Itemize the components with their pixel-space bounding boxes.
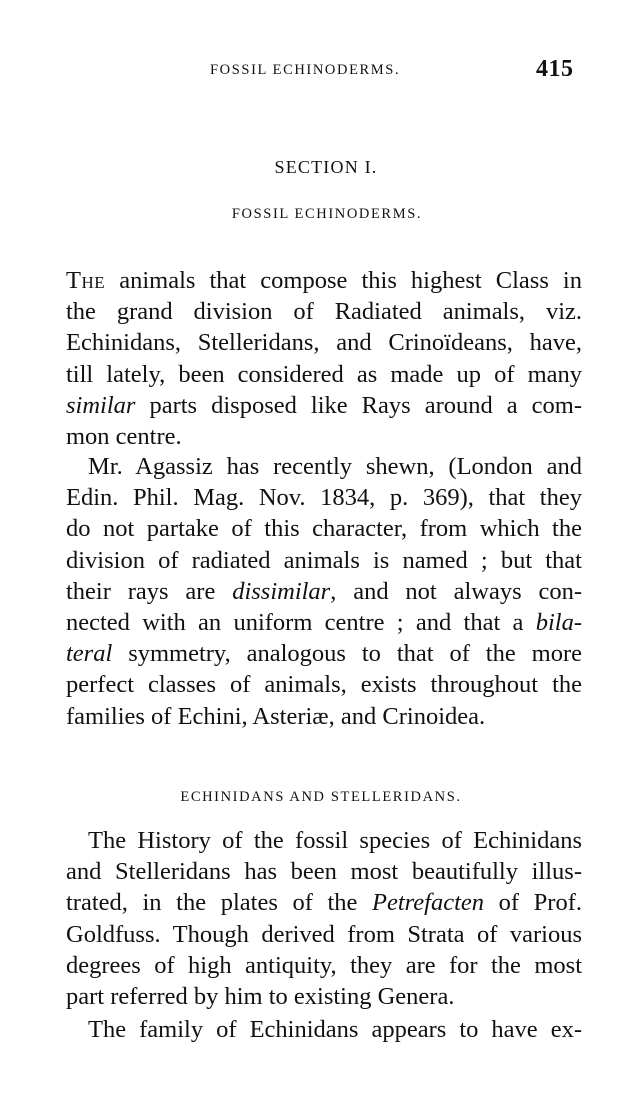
- text-line: division of radiated animals is named ; but that: [66, 546, 582, 574]
- text-line: [66, 887, 582, 918]
- text-span: of Prof.: [484, 889, 582, 917]
- text-line: Edin. Phil. Mag. Nov. 1834, p. 369), that they: [66, 484, 582, 512]
- text-line: and Stelleridans has been most beautifully illus-: [66, 858, 582, 886]
- subheading-echinidans-stelleridans: ECHINIDANS AND STELLERIDANS.: [180, 789, 462, 805]
- text-span: symmetry, analogous to that of the more: [112, 640, 582, 668]
- text-span: trated, in the plates of the: [66, 889, 373, 917]
- italic-word: similar: [66, 391, 136, 419]
- text-line: [66, 607, 582, 638]
- running-head: FOSSIL ECHINODERMS.: [210, 62, 401, 78]
- text-line: Mr. Agassiz has recently shewn, (London and: [88, 453, 582, 480]
- italic-word: dissimilar: [232, 577, 331, 605]
- section-title: SECTION I.: [274, 157, 378, 177]
- page-number: 415: [536, 56, 574, 82]
- text-line: [66, 390, 582, 421]
- text-line: families of Echini, Asteriæ, and Crinoidea.: [66, 702, 486, 730]
- text-span: parts disposed like Rays around a com-: [135, 391, 582, 419]
- text-line: The family of Echinidans appears to have ex-: [88, 1016, 582, 1043]
- text-line: till lately, been considered as made up of many: [66, 360, 582, 388]
- text-span: , and not always con-: [330, 577, 583, 605]
- subheading-fossil-echinoderms: FOSSIL ECHINODERMS.: [231, 206, 423, 222]
- text-span: nected with an uniform centre ; and that a: [66, 608, 536, 636]
- text-span: animals that compose this highest Class in: [105, 267, 582, 294]
- text-line: Goldfuss. Though derived from Strata of various: [66, 920, 582, 948]
- text-line: Echinidans, Stelleridans, and Crinoïdeans, have,: [66, 329, 582, 357]
- italic-word: teral: [66, 640, 113, 668]
- paragraph-1: [66, 265, 582, 452]
- italic-word: bila-: [535, 608, 582, 636]
- text-line: do not partake of this character, from which the: [66, 515, 582, 543]
- text-line: mon centre.: [66, 422, 182, 450]
- text-line: The History of the fossil species of Echinidans: [88, 827, 582, 854]
- text-line: [66, 576, 582, 607]
- text-line: part referred by him to existing Genera.: [66, 982, 455, 1010]
- text-line: degrees of high antiquity, they are for the most: [66, 951, 582, 979]
- small-caps-word: The: [66, 267, 106, 294]
- text-line: [66, 265, 582, 296]
- paragraph-4: [66, 1014, 582, 1045]
- text-line: [66, 638, 582, 669]
- paragraph-3: [66, 825, 582, 1012]
- text-line: the grand division of Radiated animals, viz.: [66, 298, 582, 326]
- text-line: perfect classes of animals, exists throughout the: [66, 671, 582, 699]
- text-span: their rays are: [66, 577, 233, 605]
- paragraph-2: [66, 451, 582, 732]
- italic-word: Petrefacten: [372, 889, 485, 917]
